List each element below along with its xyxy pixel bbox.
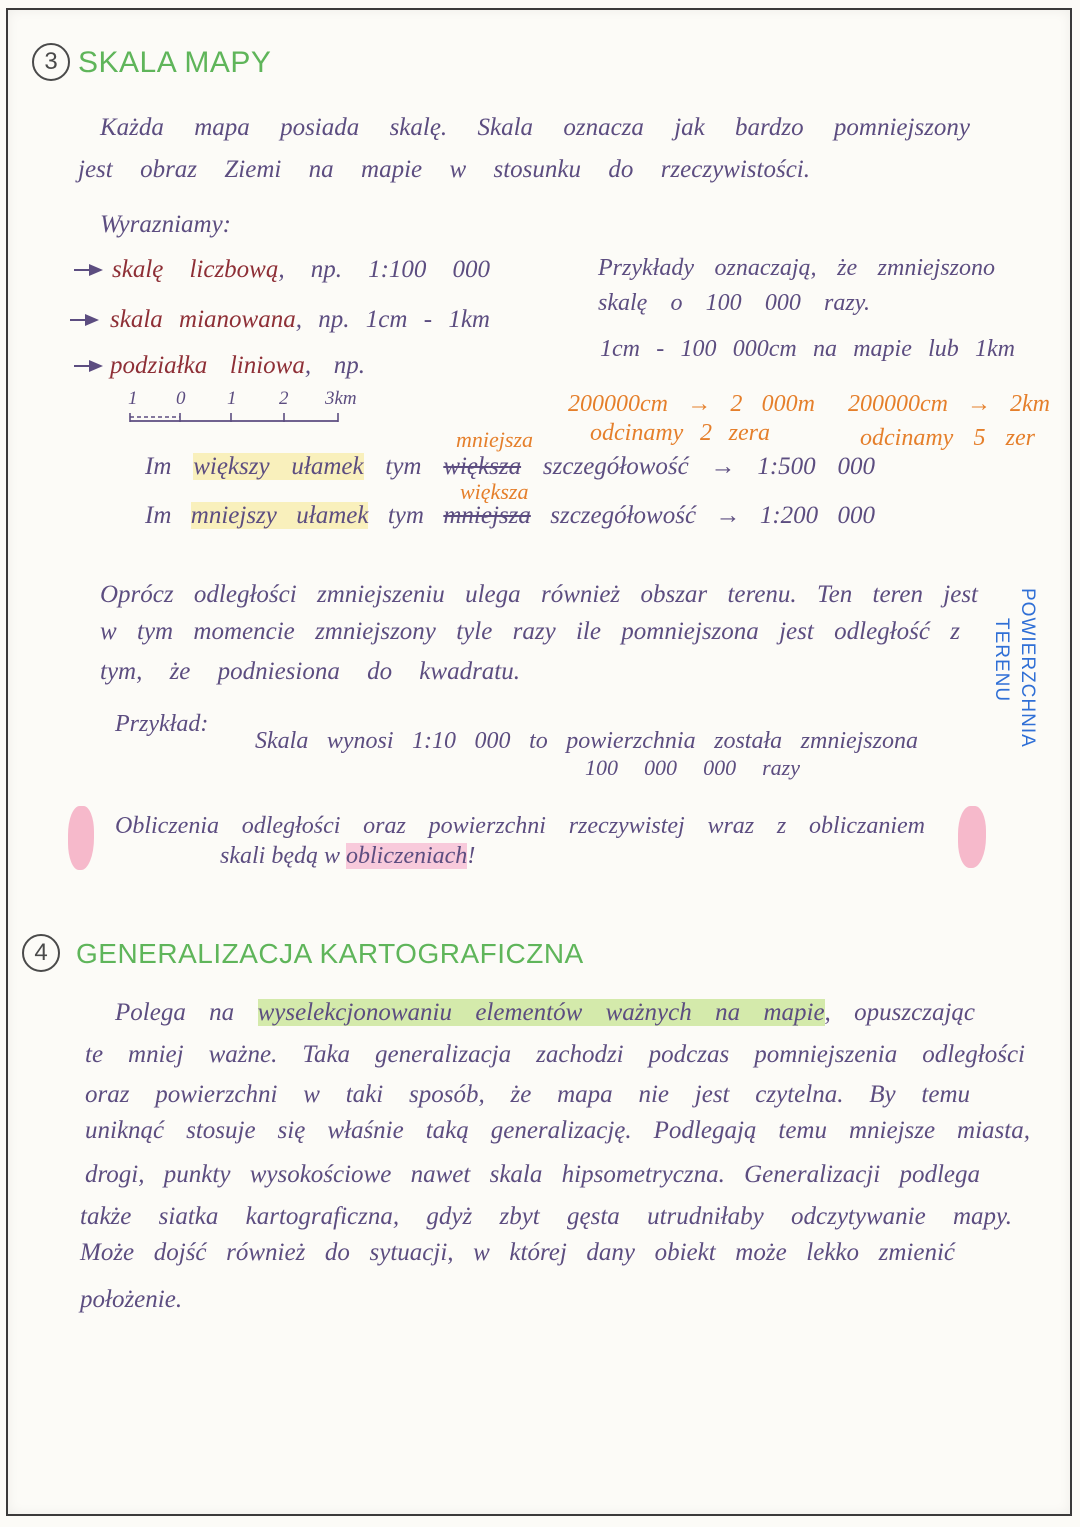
pink-marker-left (68, 806, 94, 870)
scale-type-item (110, 303, 490, 337)
scale-type-example: , np. 1:100 000 (278, 256, 491, 283)
scale-type-name: skala mianowana (110, 306, 296, 333)
arrow-bullet-icon (74, 359, 104, 373)
explanation-line: skalę o 100 000 razy. (598, 290, 870, 316)
explanation-line: Przykłady oznaczają, że zmniejszono (598, 255, 995, 281)
rule-example: → 1:500 000 (710, 453, 875, 480)
rule-start: Im (145, 502, 172, 529)
side-label-terenu: TERENU (991, 618, 1012, 703)
scale-bar-label: 1 (227, 388, 237, 409)
rule-correction: większa (460, 479, 529, 504)
section-4-number: 4 (22, 934, 60, 972)
scale-bar-label: 1 (128, 388, 138, 409)
scale-bar-label: 2 (279, 388, 289, 409)
reminder-line-2 (220, 839, 475, 873)
scale-type-name: skalę liczbową (112, 256, 279, 283)
area-text-line: tym, że podniesiona do kwadratu. (100, 658, 520, 685)
rule-mid: tym (387, 502, 424, 529)
line-start: Polega na (115, 999, 235, 1026)
generalization-line: te mniej ważne. Taka generalizacja zachodzi podczas pomniejszenia odległości (85, 1041, 1025, 1068)
scale-type-item (110, 349, 365, 383)
explanation-line: 1cm - 100 000cm na mapie lub 1km (600, 336, 1015, 362)
reminder-line-1: Obliczenia odległości oraz powierzchni rzeczywistej wraz z obliczaniem (115, 813, 925, 839)
generalization-line: oraz powierzchni w taki sposób, że mapa nie jest czytelna. By temu (85, 1081, 970, 1108)
intro-line-1: Każda mapa posiada skalę. Skala oznacza jak bardzo pomniejszony (100, 114, 970, 141)
detail-rule (145, 499, 875, 533)
generalization-line-1 (115, 996, 975, 1030)
rule-start: Im (145, 453, 172, 480)
conversion-calc: 200000cm → 2km (848, 391, 1050, 417)
rule-example: → 1:200 000 (715, 502, 876, 529)
rule-end: szczegółowość (542, 453, 689, 480)
example-result: 100 000 000 razy (585, 755, 800, 780)
rule-correction: mniejsza (456, 427, 533, 452)
rule-end: szczegółowość (550, 502, 697, 529)
area-text-line: w tym momencie zmniejszony tyle razy ile pomniejszona jest odległość z (100, 618, 960, 645)
area-text-line: Oprócz odległości zmniejszeniu ulega również obszar terenu. Ten teren jest (100, 581, 978, 608)
scale-bar-label: 0 (176, 388, 186, 409)
conversion-calc: 200000cm → 2 000m (568, 391, 815, 417)
scale-type-item (112, 253, 490, 287)
line-end: , opuszczając (824, 999, 975, 1026)
reminder-highlight: obliczeniach (346, 843, 468, 869)
arrow-bullet-icon (70, 313, 100, 327)
line-highlight: wyselekcjonowaniu elementów ważnych na mapie (257, 999, 825, 1026)
rule-crossed-word: mniejsza (443, 502, 531, 529)
reminder-text: skali będą w (220, 843, 340, 869)
rule-crossed-word: większa (443, 453, 522, 480)
rule-fraction: większy ułamek (193, 453, 364, 480)
generalization-line: Może dojść również do sytuacji, w której dany obiekt może lekko zmienić (80, 1239, 955, 1266)
generalization-line: uniknąć stosuje się właśnie taką generalizację. Podlegają temu mniejsze miasta, (85, 1117, 1030, 1144)
conversion-note: odcinamy 2 zera (590, 420, 770, 446)
example-text: Skala wynosi 1:10 000 to powierzchnia została zmniejszona (255, 728, 918, 754)
rule-mid: tym (385, 453, 422, 480)
section-4-title: GENERALIZACJA KARTOGRAFICZNA (76, 938, 584, 969)
scale-type-example: , np. (304, 352, 366, 379)
intro-line-2: jest obraz Ziemi na mapie w stosunku do rzeczywistości. (78, 156, 810, 183)
arrow-bullet-icon (74, 263, 104, 277)
rule-fraction: mniejszy ułamek (190, 502, 369, 529)
section-3-number: 3 (32, 43, 70, 81)
scale-type-example: , np. 1cm - 1km (295, 306, 490, 333)
side-label-powierzchnia: POWIERZCHNIA (1017, 588, 1038, 748)
scale-type-name: podziałka liniowa (110, 352, 305, 379)
generalization-line: także siatka kartograficzna, gdyż zbyt gęsta utrudniłaby odczytywanie mapy. (80, 1203, 1012, 1230)
conversion-note: odcinamy 5 zer (860, 425, 1035, 451)
linear-scale-bar (120, 386, 380, 430)
generalization-line: drogi, punkty wysokościowe nawet skala hipsometryczna. Generalizacji podlega (85, 1161, 980, 1188)
example-label: Przykład: (115, 711, 209, 737)
section-3-title: SKALA MAPY (78, 46, 272, 79)
scale-bar-label: 3km (325, 388, 357, 409)
pink-marker-right (958, 806, 986, 868)
generalization-line: położenie. (80, 1286, 183, 1313)
reminder-end: ! (467, 843, 476, 869)
scale-types-heading: Wyrazniamy: (100, 211, 232, 238)
